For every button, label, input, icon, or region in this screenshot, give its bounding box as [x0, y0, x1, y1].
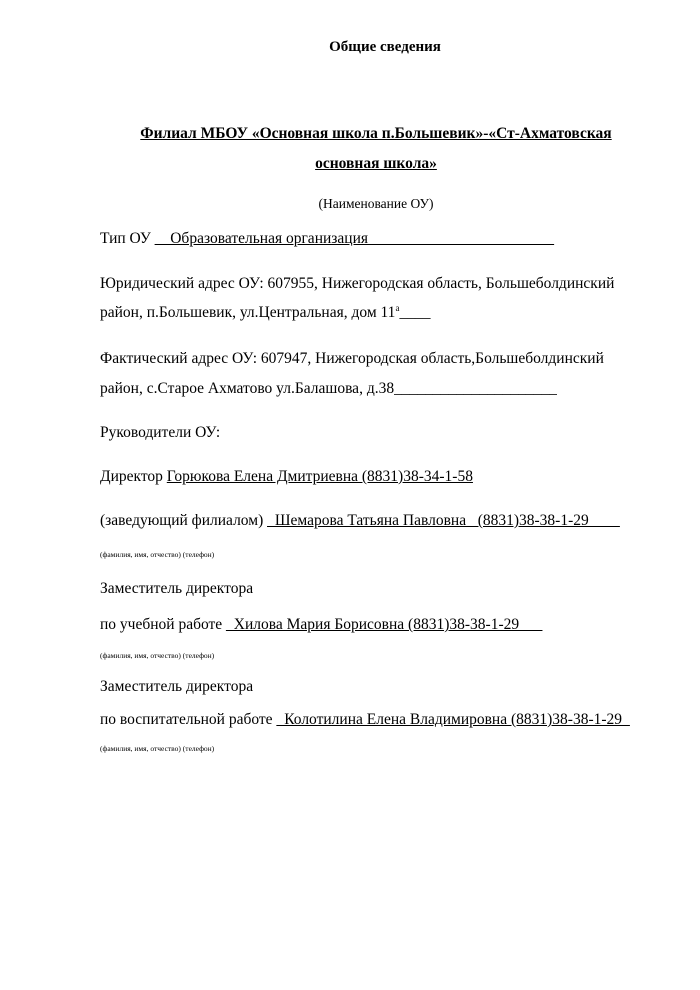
director-label: Директор [100, 468, 167, 485]
branch-head-value: _Шемарова Татьяна Павловна _(8831)38-38-1-29____ [267, 512, 620, 529]
type-label: Тип ОУ [100, 230, 155, 247]
deputy-edu-heading: Заместитель директора [100, 678, 254, 695]
deputy-edu-value: _Колотилина Елена Владимировна (8831)38-38-1-29_ [276, 711, 630, 728]
legal-address-sup: а [395, 302, 400, 313]
school-name-line1: Филиал МБОУ «Основная школа п.Большевик»-«Ст-Ахматовская [140, 125, 612, 142]
actual-address-line2: район, с.Старое Ахматово ул.Балашова, д.38_____________________ [100, 380, 557, 397]
page-title: Общие сведения [329, 39, 441, 55]
legal-address-line2 [100, 304, 430, 322]
name-caption: (Наименование ОУ) [318, 196, 434, 211]
caption-fio-2: (фамилия, имя, отчество) (телефон) [100, 651, 215, 660]
type-row [100, 230, 554, 248]
caption-fio-3: (фамилия, имя, отчество) (телефон) [100, 744, 215, 753]
actual-address-line1: Фактический адрес ОУ: 607947, Нижегородская область,Большеболдинский [100, 350, 604, 367]
leaders-heading: Руководители ОУ: [100, 424, 221, 441]
branch-head-label: (заведующий филиалом) [100, 512, 268, 529]
deputy-study-value: _Хилова Мария Борисовна (8831)38-38-1-29___ [226, 616, 543, 633]
branch-head-row [100, 512, 620, 530]
deputy-edu-row [100, 711, 630, 729]
caption-fio-1: (фамилия, имя, отчество) (телефон) [100, 550, 215, 559]
legal-address-line1: Юридический адрес ОУ: 607955, Нижегородская область, Большеболдинский [100, 275, 615, 292]
director-row [100, 468, 473, 486]
legal-address-tail: ____ [399, 304, 431, 321]
deputy-study-label: по учебной работе [100, 616, 227, 633]
deputy-study-heading: Заместитель директора [100, 580, 254, 597]
director-value: Горюкова Елена Дмитриевна (8831)38-34-1-58 [166, 468, 473, 485]
legal-address-text: район, п.Большевик, ул.Центральная, дом 11 [100, 304, 396, 321]
deputy-study-row [100, 616, 542, 634]
deputy-edu-label: по воспитательной работе [100, 711, 277, 728]
type-value: __Образовательная организация________________________ [154, 230, 555, 247]
school-name-line2: основная школа» [315, 155, 437, 172]
